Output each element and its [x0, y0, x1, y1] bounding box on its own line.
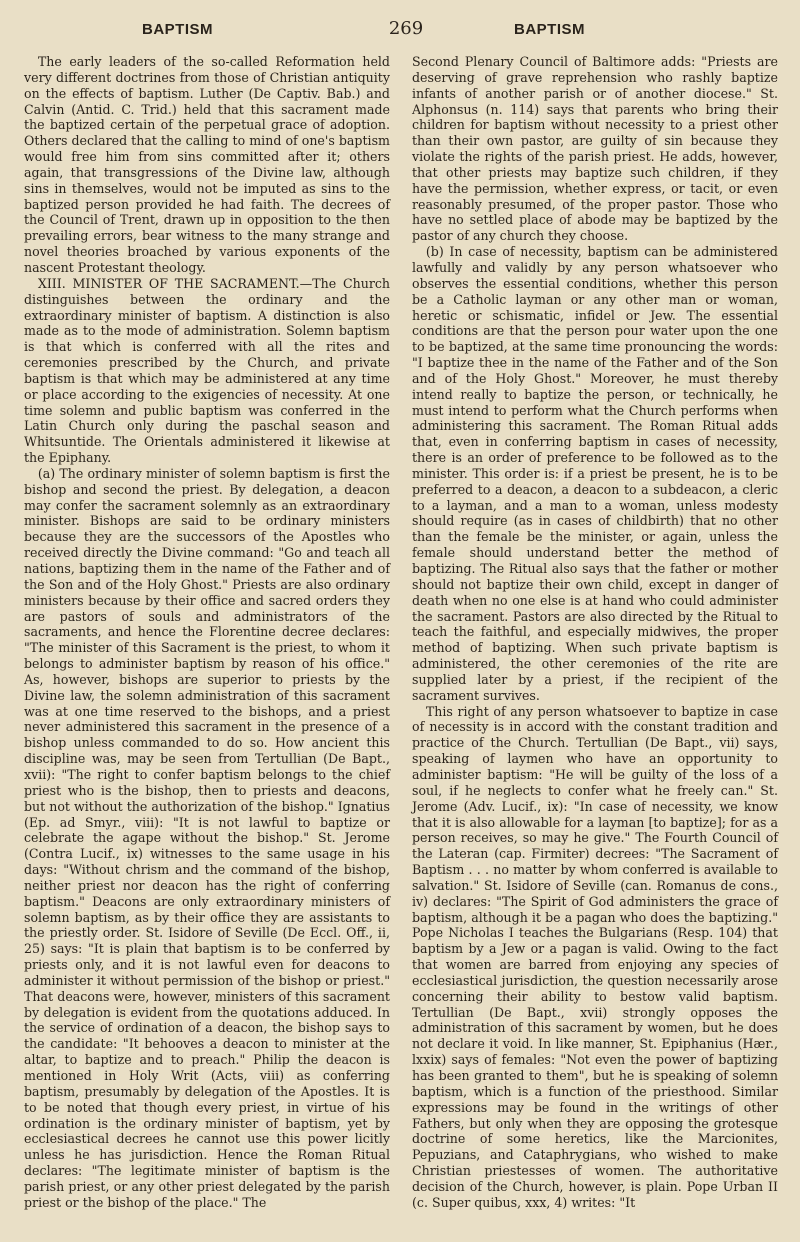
section-heading: MINISTER OF THE SACRAMENT. [72, 275, 300, 291]
header-title-left: BAPTISM [142, 21, 213, 38]
page-number: 269 [388, 18, 424, 39]
header-title-right: BAPTISM [514, 21, 585, 38]
paragraph: Second Plenary Council of Baltimore adds: "Priests are deserving of grave reprehension who rashly baptize infants of another parish or of another diocese." St. Alphonsus (n. 114) says that parents who bring their children for baptism without necessity to a priest other than their own pastor, are guilty of sin because they violate the rights of the parish priest. He adds, however, that other priests may baptize such children, if they have the permission, whether express, or tacit, or even reasonably presumed, of the proper pastor. Those who have no settled place of abode may be baptized by the pastor of any church they choose. [412, 54, 778, 244]
running-header [24, 18, 778, 48]
paragraph: This right of any person whatsoever to baptize in case of necessity is in accord with the constant tradition and practice of the Church. Tertullian (De Bapt., vii) says, speaking of laymen who have an opportunity to administer baptism: "He will be guilty of the loss of a soul, if he neglects to confer what he freely can." St. Jerome (Adv. Lucif., ix): "In case of necessity, we know that it is also allowable for a layman [to baptize]; for as a person receives, so may he give." The Fourth Council of the Lateran (cap. Firmiter) decrees: "The Sacrament of Baptism . . . no matter by whom conferred is available to salvation." St. Isidore of Seville (can. Romanus de cons., iv) declares: "The Spirit of God administers the grace of baptism, although it be a pagan who does the baptizing." Pope Nicholas I teaches the Bulgarians (Resp. 104) that baptism by a Jew or a pagan is valid. Owing to the fact that women are barred from enjoying any species of ecclesiastical jurisdiction, the question necessarily arose concerning their ability to bestow valid baptism. Tertullian (De Bapt., xvii) strongly opposes the administration of this sacrament by women, but he does not declare it void. In like manner, St. Epiphanius (Hær., lxxix) says of females: "Not even the power of baptizing has been granted to them", but he is speaking of solemn baptism, which is a function of the priesthood. Similar expressions may be found in the writings of other Fathers, but only when they are opposing the grotesque doctrine of some heretics, like the Marcionites, Pepuzians, and Cataphrygians, who wished to make Christian priestesses of women. The authoritative decision of the Church, however, is plain. Pope Urban II (c. Super quibus, xxx, 4) writes: "It [412, 703, 778, 1210]
paragraph: XIII. MINISTER OF THE SACRAMENT.—The Church distinguishes between the ordinary and the extraordinary minister of baptism. A distinction is also made as to the mode of administration. Solemn baptism is that which is conferred with all the rites and ceremonies prescribed by the Church, and private baptism is that which may be administered at any time or place according to the exigencies of necessity. At one time solemn and public baptism was conferred in the Latin Church only during the paschal season and Whitsuntide. The Orientals administered it likewise at the Epiphany. [24, 275, 391, 466]
right-column [412, 54, 778, 1211]
text-columns [24, 54, 778, 1211]
paragraph: (a) The ordinary minister of solemn baptism is first the bishop and second the priest. By delegation, a deacon may confer the sacrament solemnly as an extraordinary minister. Bishops are said to be ordinary ministers because they are the successors of the Apostles who received directly the Divine command: "Go and teach all nations, baptizing them in the name of the Father and of the Son and of the Holy Ghost." Priests are also ordinary ministers because by their office and sacred orders they are pastors of souls and administrators of the sacraments, and hence the Florentine decree declares: "The minister of this Sacrament is the priest, to whom it belongs to administer baptism by reason of his office." As, however, bishops are superior to priests by the Divine law, the solemn administration of this sacrament was at one time reserved to the bishops, and a priest never administered this sacrament in the presence of a bishop unless commanded to do so. How ancient this discipline was, may be seen from Tertullian (De Bapt., xvii): "The right to confer baptism belongs to the chief priest who is the bishop, then to priests and deacons, but not without the authorization of the bishop." Ignatius (Ep. ad Smyr., viii): "It is not lawful to baptize or celebrate the agape without the bishop." St. Jerome (Contra Lucif., ix) witnesses to the same usage in his days: "Without chrism and the command of the bishop, neither priest nor deacon has the right of conferring baptism." Deacons are only extraordinary ministers of solemn baptism, as by their office they are assistants to the priestly order. St. Isidore of Seville (De Eccl. Off., ii, 25) says: "It is plain that baptism is to be conferred by priests only, and it is not lawful even for deacons to administer it without permission of the bishop or priest." That deacons were, however, ministers of this sacrament by delegation is evident from the quotations adduced. In the service of ordination of a deacon, the bishop says to the candidate: "It behooves a deacon to minister at the altar, to baptize and to preach." Philip the deacon is mentioned in Holy Writ (Acts, viii) as conferring baptism, presumably by delegation of the Apostles. It is to be noted that though every priest, in virtue of his ordination is the ordinary minister of baptism, yet by ecclesiastical decrees he cannot use this power licitly unless he has jurisdiction. Hence the Roman Ritual declares: "The legitimate minister of baptism is the parish priest, or any other priest delegated by the parish priest or the bishop of the place." The [24, 465, 391, 1210]
paragraph: (b) In case of necessity, baptism can be administered lawfully and validly by any person whatsoever who observes the essential conditions, whether this person be a Catholic layman or any other man or woman, heretic or schismatic, infidel or Jew. The essential conditions are that the person pour water upon the one to be baptized, at the same time pronouncing the words: "I baptize thee in the name of the Father and of the Son and of the Holy Ghost." Moreover, he must thereby intend really to baptize the person, or technically, he must intend to perform what the Church performs when administering this sacrament. The Roman Ritual adds that, even in conferring baptism in cases of necessity, there is an order of preference to be followed as to the minister. This order is: if a priest be present, he is to be preferred to a deacon, a deacon to a subdeacon, a cleric to a layman, and a man to a woman, unless modesty should require (as in cases of childbirth) that no other than the female be the minister, or again, unless the female should understand better the method of baptizing. The Ritual also says that the father or mother should not baptize their own child, except in danger of death when no one else is at hand who could administer the sacrament. Pastors are also directed by the Ritual to teach the faithful, and especially midwives, the proper method of baptizing. When such private baptism is administered, the other ceremonies of the rite are supplied later by a priest, if the recipient of the sacrament survives. [412, 244, 778, 703]
paragraph: The early leaders of the so-called Reformation held very different doctrines from those of Christian antiquity on the effects of baptism. Luther (De Captiv. Bab.) and Calvin (Antid. C. Trid.) held that this sacrament made the baptized certain of the perpetual grace of adoption. Others declared that the calling to mind of one's baptism would free him from sins committed after it; others again, that transgressions of the Divine law, although sins in themselves, would not be imputed as sins to the baptized person provided he had faith. The decrees of the Council of Trent, drawn up in opposition to the then prevailing errors, bear witness to the many strange and novel theories broached by various exponents of the nascent Protestant theology. [24, 54, 390, 275]
left-column [24, 54, 390, 1211]
